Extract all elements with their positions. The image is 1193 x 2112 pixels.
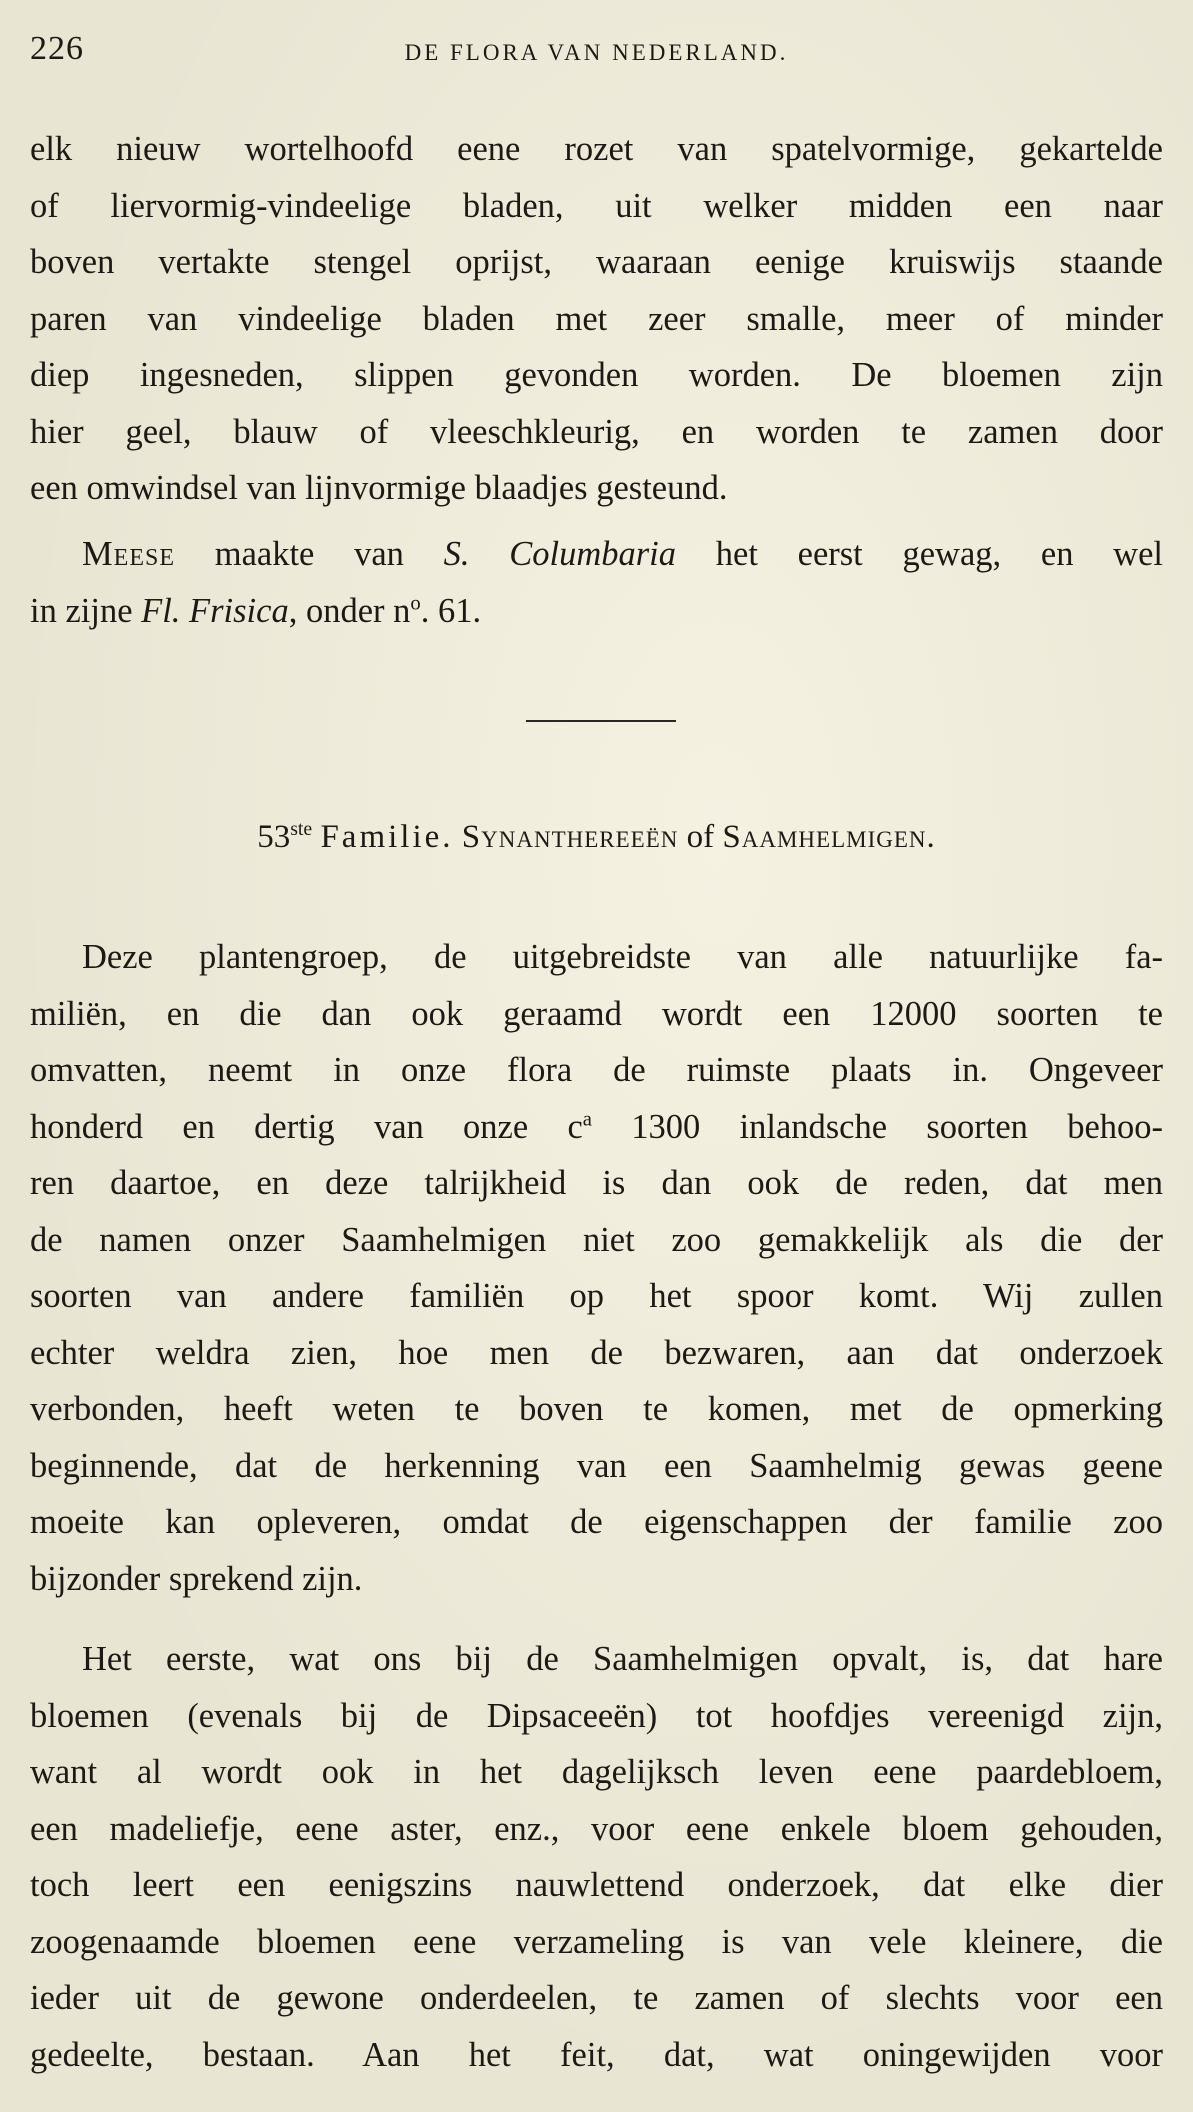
text-line: want al wordt ook in het dagelijksch leven eene paardebloem, — [30, 1753, 1163, 1791]
text-line: gedeelte, bestaan. Aan het feit, dat, wat oningewijden voor — [30, 2035, 1163, 2074]
section-divider — [526, 720, 676, 722]
text-line: echter weldra zien, hoe men de bezwaren, aan dat onderzoek — [30, 1333, 1163, 1372]
text-line: Het eerste, wat ons bij de Saamhelmigen opvalt, is, dat hare — [82, 1640, 1163, 1678]
family-heading: 53ste Familie. Synanthereeën of Saamhelmigen. — [257, 818, 936, 855]
paragraph-continuation — [30, 121, 1163, 517]
text-line: Deze plantengroep, de uitgebreidste van alle natuurlijke fa- — [82, 938, 1163, 976]
family-dutch-name: Saamhelmigen. — [722, 819, 936, 855]
text-line: omvatten, neemt in onze flora de ruimste plaats in. Ongeveer — [30, 1051, 1163, 1089]
text-line: of liervormig-vindeelige bladen, uit welker midden een naar — [30, 186, 1163, 225]
text-line: boven vertakte stengel oprijst, waaraan eenige kruiswijs staande — [30, 243, 1163, 281]
text-line: soorten van andere familiën op het spoor komt. Wij zullen — [30, 1277, 1163, 1315]
text-line: hier geel, blauw of vleeschkleurig, en worden te zamen door — [30, 412, 1163, 451]
family-connector: of — [686, 819, 715, 855]
running-title: DE FLORA VAN NEDERLAND. — [404, 40, 789, 65]
text-line: de namen onzer Saamhelmigen niet zoo gemakkelijk als die der — [30, 1220, 1163, 1259]
text-line: ren daartoe, en deze talrijkheid is dan ook de reden, dat men — [30, 1164, 1163, 1202]
text-line: verbonden, heeft weten te boven te komen, met de opmerking — [30, 1390, 1163, 1428]
family-name: Synanthereeën — [461, 819, 679, 855]
family-word: Familie. — [320, 819, 454, 855]
text-line: in zijne Fl. Frisica, onder $n^o$. 61. — [30, 591, 482, 630]
text-line: ieder uit de gewone onderdeelen, te zamen of slechts voor een — [30, 1979, 1163, 2017]
text-line: honderd en dertig van onze $c^a$ 1300 inlandsche soorten behoo- — [30, 1107, 1163, 1146]
text-line: moeite kan opleveren, omdat de eigenschappen der familie zoo — [30, 1503, 1163, 1541]
text-line: een omwindsel van lijnvormige blaadjes gesteund. — [30, 469, 728, 507]
text-line: elk nieuw wortelhoofd eene rozet van spatelvormige, gekartelde — [30, 130, 1163, 168]
species-name: S. Columbaria — [443, 535, 677, 573]
work-title: Fl. Frisica — [141, 591, 289, 630]
text-line: beginnende, dat de herkenning van een Saamhelmig gewas geene — [30, 1446, 1163, 1485]
text-line: zoogenaamde bloemen eene verzameling is van vele kleinere, die — [30, 1922, 1163, 1961]
author-name: Meese — [82, 535, 176, 573]
page-header — [30, 30, 1163, 80]
text-line: bloemen (evenals bij de Dipsaceeën) tot hoofdjes vereenigd zijn, — [30, 1696, 1163, 1735]
family-number: 53 — [257, 819, 291, 855]
text-line: diep ingesneden, slippen gevonden worden. De bloemen zijn — [30, 356, 1163, 394]
text-line: paren van vindeelige bladen met zeer smalle, meer of minder — [30, 299, 1163, 338]
paragraph-flowerheads — [30, 1631, 1163, 2083]
text-line: bijzonder sprekend zijn. — [30, 1559, 363, 1598]
text-line: Meese maakte van S. Columbaria het eerst gewag, en wel — [82, 535, 1163, 573]
paragraph-meese — [30, 526, 1163, 639]
text-line: miliën, en die dan ook geraamd wordt een 12000 soorten te — [30, 994, 1163, 1033]
paragraph-intro — [30, 929, 1163, 1607]
page-number: 226 — [30, 30, 84, 67]
text-line: toch leert een eenigszins nauwlettend onderzoek, dat elke dier — [30, 1866, 1163, 1904]
text-line: een madeliefje, eene aster, enz., voor eene enkele bloem gehouden, — [30, 1809, 1163, 1848]
